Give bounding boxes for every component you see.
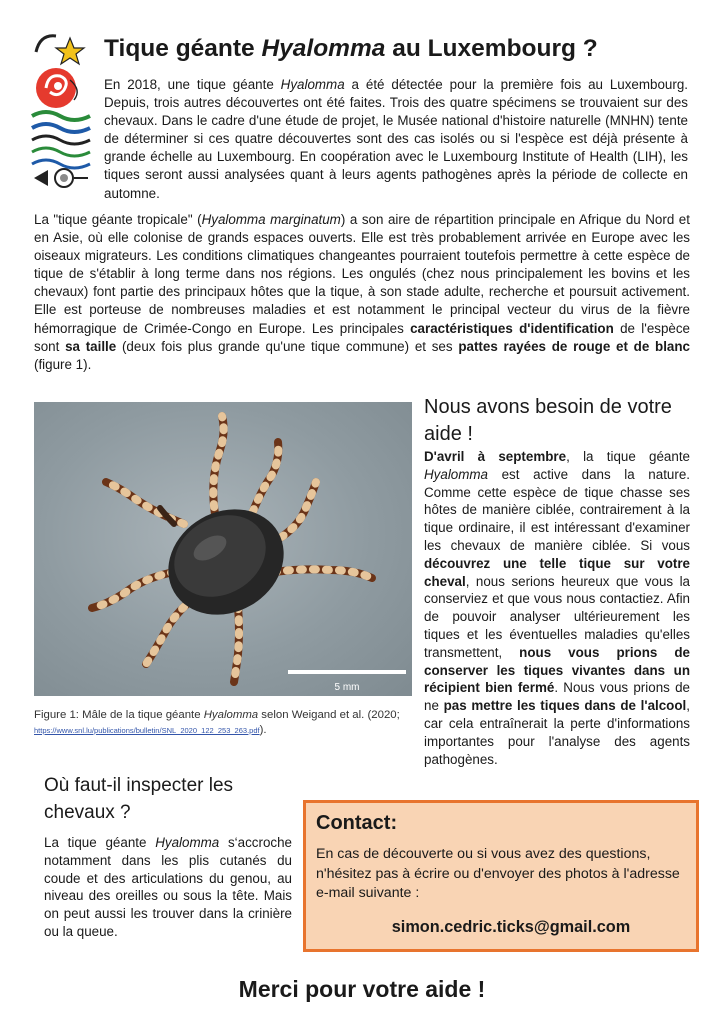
title-species: Hyalomma bbox=[261, 35, 386, 62]
where-paragraph bbox=[44, 834, 292, 941]
caption-text-2: selon Weigand et al. (2020; bbox=[258, 709, 400, 721]
where-text-2: s‘accroche notamment dans les plis cutanés du coude et des articulations du genou, au niveau des oreilles ou sous la tête. Mais on peut aussi les trouver dans la crinière ou la queue. bbox=[44, 835, 292, 939]
intro-paragraph bbox=[104, 76, 688, 203]
p2-bold-legs: pattes rayées de rouge et de blanc bbox=[458, 338, 690, 354]
thanks-footer: Merci pour votre aide ! bbox=[238, 976, 486, 1002]
help-bold-keep-alive: nous vous prions de conserver les tiques vivantes dans un récipient bien fermé bbox=[424, 644, 690, 696]
help-heading: Nous avons besoin de votre aide ! bbox=[424, 396, 672, 445]
where-heading: Où faut-il inspecter les chevaux ? bbox=[44, 775, 234, 823]
p2-text-3: de l'espèce sont bbox=[34, 320, 691, 354]
where-text-1: La tique géante bbox=[44, 835, 156, 850]
help-text-2: est active dans la nature. Comme cette espèce de tique chasse ses hôtes de manière ciblée, contrairement à la tique ordinaire, il est intéressant d'examiner les chevaux de manière ciblée. Si vous bbox=[424, 466, 690, 553]
p2-text-2: ) a son aire de répartition principale en Afrique du Nord et en Asie, où elle colonise de grands espaces ouverts. Elle est très probablement arrivée en Europe avec les oiseaux migrateurs. Les conditions climatiques changeantes pourraient toutefois permettre à cette espèce de tique de s'établir à long terme dans nos régions. Les ongulés (chez nous principalement les bovins et les chevaux) font partie des principaux hôtes que la tique, à son stade adulte, recherche et poursuit activement. Elle est porteuse de nombreuses maladies et est notamment le principal vecteur du virus de la fièvre hémorragique de Crimée-Congo en Europe. Les principales bbox=[34, 212, 690, 336]
figure-caption bbox=[34, 708, 414, 738]
museum-logo bbox=[26, 30, 98, 210]
description-paragraph bbox=[34, 211, 690, 374]
help-bold-period: D'avril à septembre bbox=[424, 449, 567, 464]
page-title bbox=[104, 34, 704, 64]
contact-box bbox=[303, 800, 699, 952]
contact-email-link[interactable]: simon.cedric.ticks@gmail.com bbox=[391, 917, 631, 936]
p2-bold-size: sa taille bbox=[65, 338, 117, 354]
help-species: Hyalomma bbox=[424, 466, 488, 482]
contact-text: En cas de découverte ou si vous avez des questions, n'hésitez pas à écrire ou d'envoyer des photos à l'adresse e-mail suivante : bbox=[316, 846, 680, 901]
caption-text-1: Figure 1: Mâle de la tique géante bbox=[34, 709, 204, 721]
title-post: au Luxembourg ? bbox=[385, 35, 598, 62]
scale-label: 5 mm bbox=[334, 682, 360, 693]
help-text-3: , nous serions heureux que vous la conserviez et que vous nous contactiez. Afin de pouvoir analyser ultérieurement les tiques et les éventuelles maladies qu'elles transmettent, bbox=[424, 573, 690, 660]
p2-text-5: (figure 1). bbox=[34, 356, 92, 372]
tick-illustration-icon bbox=[34, 402, 412, 696]
help-bold-no-alcohol: pas mettre les tiques dans de l'alcool bbox=[443, 698, 687, 714]
title-pre: Tique géante bbox=[104, 35, 262, 62]
caption-text-3: ). bbox=[259, 724, 267, 736]
intro-text-1: En 2018, une tique géante bbox=[104, 77, 281, 92]
contact-heading: Contact: bbox=[316, 812, 398, 834]
scale-bar bbox=[288, 670, 406, 674]
caption-link[interactable]: https://www.snl.lu/publications/bulletin/SNL_2020_122_253_263.pdf bbox=[34, 726, 260, 735]
where-species: Hyalomma bbox=[155, 835, 220, 850]
help-bold-discover: découvrez une telle tique sur votre cheval bbox=[424, 555, 690, 589]
p2-text-4: (deux fois plus grande qu'une tique commune) et ses bbox=[116, 338, 459, 354]
p2-bold-identification: caractéristiques d'identification bbox=[410, 320, 614, 336]
help-paragraph bbox=[424, 448, 690, 768]
caption-species: Hyalomma bbox=[203, 709, 259, 721]
intro-species: Hyalomma bbox=[280, 77, 345, 92]
p2-species: Hyalomma marginatum bbox=[201, 212, 341, 227]
help-text-4: . Nous vous prions de ne bbox=[424, 680, 690, 714]
tick-photo bbox=[34, 402, 412, 696]
help-text-1: , la tique géante bbox=[566, 449, 690, 464]
p2-text-1: La "tique géante tropicale" ( bbox=[34, 212, 202, 227]
intro-text-2: a été détectée pour la première fois au Luxembourg. Depuis, trois autres découvertes ont été faites. Trois des quatre spécimens se trouvaient sur des chevaux. Dans le cadre d'une étude de projet, le Musée national d'histoire naturelle (MNHN) tente de déterminer si ces quatre découvertes sont des cas isolés ou si l'espèce est déjà présente à grande échelle au Luxembourg. En coopération avec le Luxembourg Institute of Health (LIH), les tiques seront aussi analysées quant à leurs agents pathogènes après la période de collecte en automne. bbox=[104, 77, 689, 201]
mnhn-logo-icon bbox=[26, 30, 98, 210]
help-text-5: , car cela entraînerait la perte d'informations importantes pour l'analyse des agents pathogènes. bbox=[424, 698, 690, 767]
